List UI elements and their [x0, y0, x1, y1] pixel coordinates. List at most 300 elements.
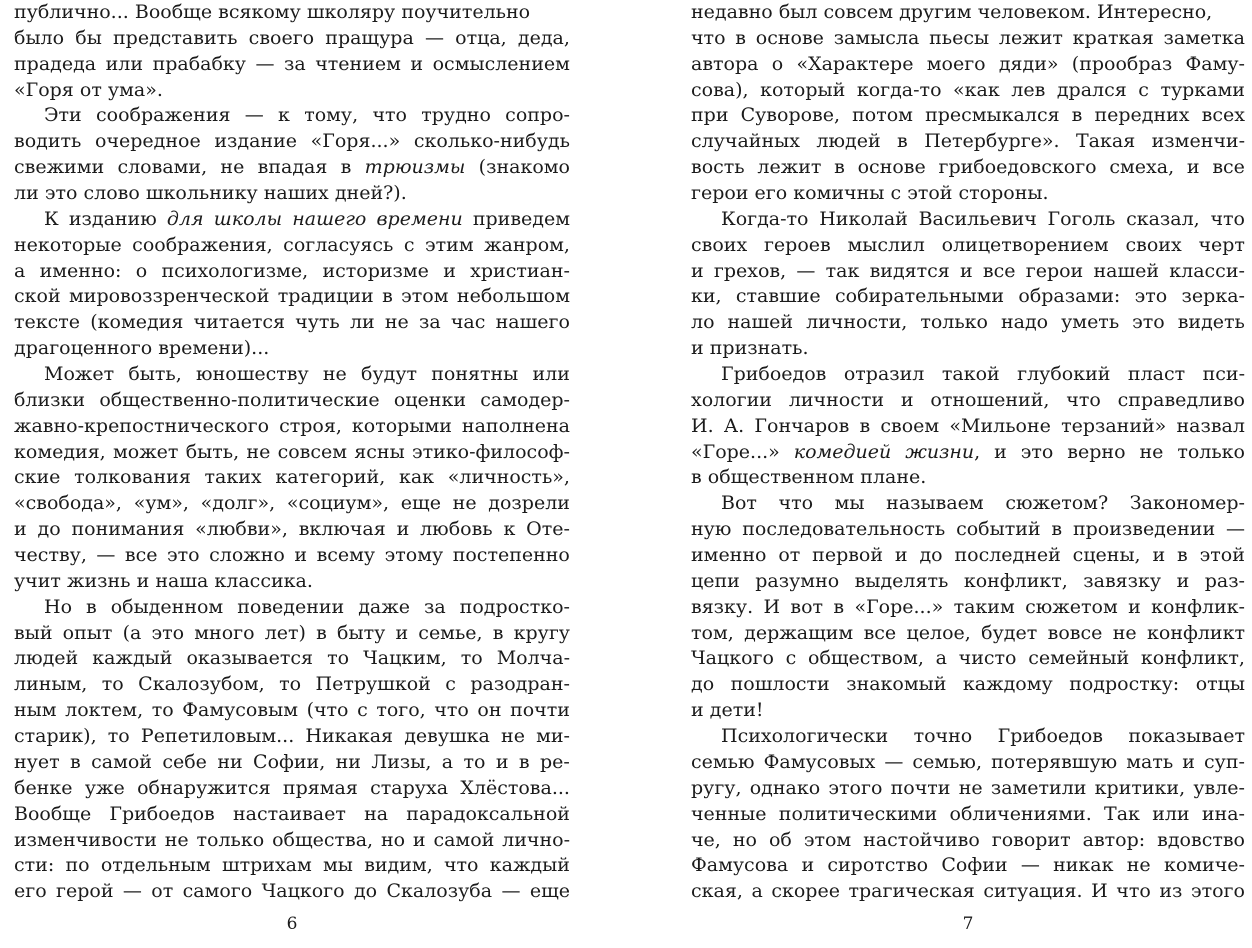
- word: трагическая: [848, 880, 975, 903]
- word: Оте-: [526, 518, 570, 541]
- word: увле-: [1193, 776, 1245, 799]
- word: и: [136, 569, 150, 592]
- word: в: [834, 156, 845, 179]
- word: времени)...: [158, 337, 270, 360]
- word: честву,: [14, 544, 87, 567]
- text-line: [691, 284, 1245, 310]
- word: И: [1091, 880, 1108, 903]
- word: конфликт,: [1140, 647, 1245, 670]
- text-line: [14, 103, 570, 129]
- word: и: [1186, 156, 1200, 179]
- word: видятся: [869, 259, 950, 282]
- word: черт: [1198, 233, 1245, 256]
- word: [292, 207, 366, 233]
- word: нашей: [727, 311, 794, 334]
- word: Фамусовых: [763, 750, 876, 773]
- word: терзаний»: [1061, 414, 1167, 437]
- word: суп-: [1204, 750, 1245, 773]
- word: каждый: [92, 647, 173, 670]
- word: раз-: [1204, 569, 1245, 592]
- text-line: [14, 543, 570, 569]
- word: основе: [755, 26, 824, 49]
- text-line: [14, 440, 570, 466]
- word: замысла: [833, 26, 920, 49]
- word: которыми: [351, 414, 452, 437]
- word: герои: [691, 182, 749, 205]
- word: глубокий: [1017, 363, 1111, 386]
- word: автор:: [1082, 828, 1146, 851]
- word: мы: [323, 854, 353, 877]
- word: школьнику: [145, 182, 258, 205]
- word: было: [14, 26, 65, 49]
- word: категорий,: [275, 466, 386, 489]
- text-line: [14, 802, 570, 828]
- word: Чацким,: [363, 647, 447, 670]
- word: мать: [1126, 750, 1174, 773]
- word: семью: [691, 750, 755, 773]
- word: толкования: [74, 466, 191, 489]
- word: о: [771, 52, 784, 75]
- word: не: [452, 492, 477, 515]
- text-line: [691, 388, 1245, 414]
- word: целое,: [906, 621, 971, 644]
- word: и: [691, 337, 704, 360]
- text-line: [691, 310, 1245, 336]
- word: комичны: [793, 182, 885, 205]
- word: не: [220, 156, 245, 179]
- word: этико-философ-: [411, 440, 570, 463]
- word: надо: [1000, 311, 1049, 334]
- word: сюжетом?: [1005, 492, 1109, 515]
- word: и: [395, 621, 409, 644]
- word: всякому: [218, 1, 301, 23]
- word: семью,: [912, 750, 983, 773]
- word: грибоедовского: [938, 156, 1097, 179]
- word: от: [151, 880, 174, 903]
- word: героев: [763, 233, 831, 256]
- word: линым,: [14, 673, 88, 696]
- word: «социум»,: [286, 492, 390, 515]
- word: собирательными: [834, 285, 1005, 308]
- text-line: [14, 0, 570, 26]
- word: соображения,: [132, 233, 273, 256]
- word: людей: [14, 647, 79, 670]
- word: классика.: [214, 569, 313, 592]
- word: до: [353, 880, 378, 903]
- italic-word: комедией: [793, 440, 892, 463]
- word: обнаружится: [137, 776, 271, 799]
- word: только: [1177, 440, 1245, 463]
- word: прадеда: [14, 52, 97, 75]
- word: «Горе...»: [854, 595, 944, 618]
- word: все: [124, 544, 158, 567]
- word: публично...: [14, 1, 129, 23]
- word: ставшие: [735, 285, 821, 308]
- word: такой: [941, 363, 1000, 386]
- word: своего: [248, 26, 315, 49]
- word: вязку.: [691, 595, 754, 618]
- word: бенке: [14, 776, 73, 799]
- text-line: [691, 207, 1245, 233]
- word: ли: [349, 311, 375, 334]
- word: нашей: [1093, 259, 1160, 282]
- word: жизни,: [905, 440, 980, 466]
- word: говорит: [991, 828, 1071, 851]
- word: Вот: [721, 492, 757, 515]
- text-line: [691, 440, 1245, 466]
- word: Так: [1104, 802, 1140, 825]
- word: чтением: [315, 52, 401, 75]
- word: не: [1126, 854, 1151, 877]
- word: —: [884, 750, 904, 773]
- word: недавно: [691, 1, 773, 23]
- word: этом: [803, 828, 852, 851]
- word: а: [751, 880, 763, 903]
- word: или: [1152, 802, 1190, 825]
- word: Грибоедов: [109, 802, 215, 825]
- word: при: [691, 104, 729, 127]
- word: в: [691, 466, 702, 489]
- word: от: [778, 544, 801, 567]
- word: приведем: [472, 207, 570, 230]
- word: турками: [1160, 78, 1245, 101]
- word: Грибоедов: [997, 725, 1103, 748]
- word: не: [501, 725, 525, 748]
- word: вовсе: [1047, 621, 1103, 644]
- word: —: [1225, 518, 1245, 541]
- italic-word: нашего: [292, 207, 367, 230]
- word: с: [403, 233, 415, 256]
- word: самодер-: [480, 388, 570, 411]
- word: все: [1212, 156, 1245, 179]
- word: знакомый: [846, 673, 947, 696]
- word: заметили: [990, 776, 1087, 799]
- word: что: [1210, 207, 1245, 230]
- word: психологизме,: [161, 259, 309, 282]
- word: очередное: [95, 130, 201, 153]
- word: Хлёстова...: [460, 776, 570, 799]
- word: из: [1159, 880, 1183, 903]
- word: что: [1066, 388, 1101, 411]
- word: может: [112, 440, 179, 463]
- word: а: [14, 259, 26, 282]
- word: в: [86, 595, 97, 618]
- word: в: [1051, 518, 1063, 541]
- word: зерка-: [1181, 285, 1245, 308]
- word: отцы: [1195, 673, 1245, 696]
- word: лев: [1011, 78, 1046, 101]
- word: и: [691, 259, 704, 282]
- word: Интересно,: [1097, 1, 1213, 23]
- text-line: [691, 828, 1245, 854]
- word: своих: [1125, 233, 1182, 256]
- word: мыслил: [847, 233, 925, 256]
- word: и: [1182, 750, 1195, 773]
- word: Петрушкой: [315, 673, 431, 696]
- italic-word: школы: [213, 207, 283, 230]
- word: сова),: [691, 78, 749, 101]
- word: впадая: [257, 156, 328, 179]
- word: и: [960, 259, 973, 282]
- word: чуть: [295, 311, 340, 334]
- word: его: [754, 182, 788, 205]
- text-line: [14, 181, 570, 207]
- word: и: [14, 518, 27, 541]
- word: жавно-крепостнического: [14, 414, 270, 437]
- word: держащим: [744, 621, 854, 644]
- word: (знакомо: [478, 156, 570, 179]
- word: передних: [1094, 104, 1190, 127]
- word: «Горе...»: [691, 440, 780, 463]
- text-line: [14, 750, 570, 776]
- word: в: [859, 414, 871, 437]
- word: Николай: [819, 207, 908, 230]
- word: Васильевич: [918, 207, 1037, 230]
- text-line: [691, 362, 1245, 388]
- word: от: [79, 78, 102, 101]
- word: Чацкого: [261, 880, 345, 903]
- word: верно: [1067, 440, 1126, 463]
- text-line: [691, 646, 1245, 672]
- word: будет: [981, 621, 1038, 644]
- word: сказал,: [1126, 207, 1200, 230]
- word: —: [501, 880, 521, 903]
- word: Фамусова: [691, 854, 789, 877]
- word: подростку:: [1069, 673, 1180, 696]
- word: Чацкого: [691, 647, 774, 670]
- word: ную: [691, 518, 732, 541]
- word: потом: [852, 104, 913, 127]
- word: ругу,: [691, 776, 742, 799]
- word: как: [398, 466, 435, 489]
- word: жизнь: [67, 569, 131, 592]
- word: пресмыкался: [925, 104, 1060, 127]
- text-line: [14, 569, 570, 595]
- word: парадоксальной: [406, 802, 570, 825]
- word: сиротство: [827, 854, 929, 877]
- word: ли: [14, 182, 39, 205]
- text-line: [691, 78, 1245, 104]
- word: Фаму-: [1185, 52, 1245, 75]
- word: цепи: [691, 569, 740, 592]
- word: (прообраз: [1071, 52, 1173, 75]
- word: семейный: [1028, 647, 1130, 670]
- word: себе: [162, 750, 207, 773]
- text-line: [14, 414, 570, 440]
- word: издание: [214, 130, 297, 153]
- text-line: [14, 155, 570, 181]
- word: постепенно: [452, 544, 570, 567]
- word: потерявшую: [991, 750, 1118, 773]
- word: того,: [376, 699, 426, 722]
- word: близки: [14, 388, 86, 411]
- word: ской: [14, 285, 61, 308]
- word: Психологически: [721, 725, 889, 748]
- word: изменчивости: [14, 828, 157, 851]
- word: «Горя: [14, 78, 74, 101]
- word: дяди»: [998, 52, 1059, 75]
- word: это: [44, 182, 78, 205]
- word: заметка: [1163, 26, 1245, 49]
- word: сложно: [209, 544, 285, 567]
- word: и: [691, 699, 704, 722]
- word: не: [322, 363, 347, 386]
- text-line: [691, 621, 1245, 647]
- word: быть,: [185, 440, 240, 463]
- word: быть,: [128, 363, 182, 386]
- word: ни: [335, 750, 361, 773]
- word: осмыслением: [432, 52, 570, 75]
- word: сопро-: [505, 104, 570, 127]
- word: с: [890, 182, 902, 205]
- left-page-text: [14, 0, 570, 905]
- word: Софии: [941, 854, 1008, 877]
- word: за: [284, 52, 306, 75]
- text-line: [14, 78, 570, 104]
- word: человеком.: [977, 1, 1091, 23]
- text-line: [691, 543, 1245, 569]
- word: жанром,: [484, 233, 570, 256]
- word: ская,: [691, 880, 743, 903]
- word: «Горя...»: [310, 130, 401, 153]
- word: в: [340, 156, 352, 179]
- word: самой: [433, 828, 495, 851]
- word: то: [107, 725, 130, 748]
- word: к: [503, 518, 516, 541]
- text-line: [691, 129, 1245, 155]
- word: ума».: [107, 78, 163, 101]
- word: трудно: [421, 104, 491, 127]
- word: конфлик-: [1151, 595, 1245, 618]
- word: много: [194, 621, 255, 644]
- word: К: [44, 207, 59, 230]
- word: именно:: [39, 259, 122, 282]
- word: школяру: [306, 1, 396, 23]
- word: это: [167, 544, 200, 567]
- word: —: [96, 544, 116, 567]
- word: кругу: [513, 621, 570, 644]
- word: оценки: [393, 388, 466, 411]
- word: конфликт,: [963, 569, 1068, 592]
- word: небольшом: [456, 285, 570, 308]
- word: И: [763, 595, 781, 618]
- word: однако: [749, 776, 821, 799]
- word: поучительно: [401, 1, 531, 23]
- word: опыт: [62, 621, 113, 644]
- word: обществом,: [808, 647, 924, 670]
- word: семье,: [418, 621, 483, 644]
- word: в: [382, 285, 393, 308]
- word: отношений,: [930, 388, 1050, 411]
- word: Эти: [44, 104, 82, 127]
- word: обыденном: [110, 595, 224, 618]
- word: любовь: [420, 518, 493, 541]
- word: старуха: [370, 776, 449, 799]
- word: [365, 155, 466, 181]
- word: Грибоедов: [721, 363, 827, 386]
- italic-word: жизни: [905, 440, 975, 463]
- word: ным: [14, 699, 57, 722]
- word: видим,: [364, 854, 433, 877]
- word: Может: [44, 363, 115, 386]
- word: этому: [384, 544, 444, 567]
- word: оказывается: [186, 647, 314, 670]
- word: сцены,: [1072, 544, 1141, 567]
- word: старик),: [14, 725, 97, 748]
- italic-word: для: [166, 207, 204, 230]
- word: с: [1138, 78, 1149, 101]
- word: грехов,: [713, 259, 787, 282]
- word: с: [445, 673, 456, 696]
- text-line: [691, 491, 1245, 517]
- word: ни: [217, 750, 243, 773]
- word: и: [410, 52, 424, 75]
- word: и: [801, 854, 815, 877]
- text-line: [691, 595, 1245, 621]
- word: Суворове,: [740, 104, 841, 127]
- italic-word: трюизмы: [364, 156, 466, 179]
- word: [167, 207, 204, 233]
- word: настаивает: [232, 802, 346, 825]
- text-line: [691, 0, 1245, 26]
- text-line: [14, 465, 570, 491]
- text-line: [691, 802, 1245, 828]
- word: общественном: [707, 466, 855, 489]
- text-line: [14, 776, 570, 802]
- word: последней: [954, 544, 1061, 567]
- word: не: [384, 311, 409, 334]
- word: пласт: [1127, 363, 1186, 386]
- word: что: [778, 492, 814, 515]
- word: самой: [91, 750, 152, 773]
- word: наполнена: [461, 414, 570, 437]
- word: но: [732, 828, 757, 851]
- word: ре-: [540, 750, 570, 773]
- word: личности: [788, 388, 885, 411]
- word: за: [423, 595, 446, 618]
- word: комиче-: [1163, 854, 1245, 877]
- word: строя,: [279, 414, 342, 437]
- text-line: [691, 672, 1245, 698]
- word: это: [1132, 311, 1165, 334]
- word: а: [441, 750, 454, 773]
- word: Лизы,: [371, 750, 432, 773]
- word: всему: [316, 544, 376, 567]
- word: христиан-: [470, 259, 570, 282]
- word: этой: [907, 182, 953, 205]
- word: «свобода»,: [14, 492, 122, 515]
- word: пращура: [325, 26, 414, 49]
- word: не: [164, 828, 189, 851]
- word: всех: [1201, 104, 1245, 127]
- word: том,: [691, 621, 734, 644]
- word: еще: [529, 880, 570, 903]
- text-line: [691, 181, 1245, 207]
- word: понятны: [431, 363, 519, 386]
- word: Но: [44, 595, 73, 618]
- word: образами:: [1018, 285, 1121, 308]
- word: этого: [828, 776, 883, 799]
- word: ина-: [1201, 802, 1245, 825]
- word: отца,: [455, 26, 507, 49]
- word: в: [897, 130, 908, 153]
- word: произведении: [1072, 518, 1216, 541]
- text-line: [691, 724, 1245, 750]
- text-line: [14, 672, 570, 698]
- text-line: [691, 776, 1245, 802]
- text-line: [14, 517, 570, 543]
- word: о: [135, 259, 148, 282]
